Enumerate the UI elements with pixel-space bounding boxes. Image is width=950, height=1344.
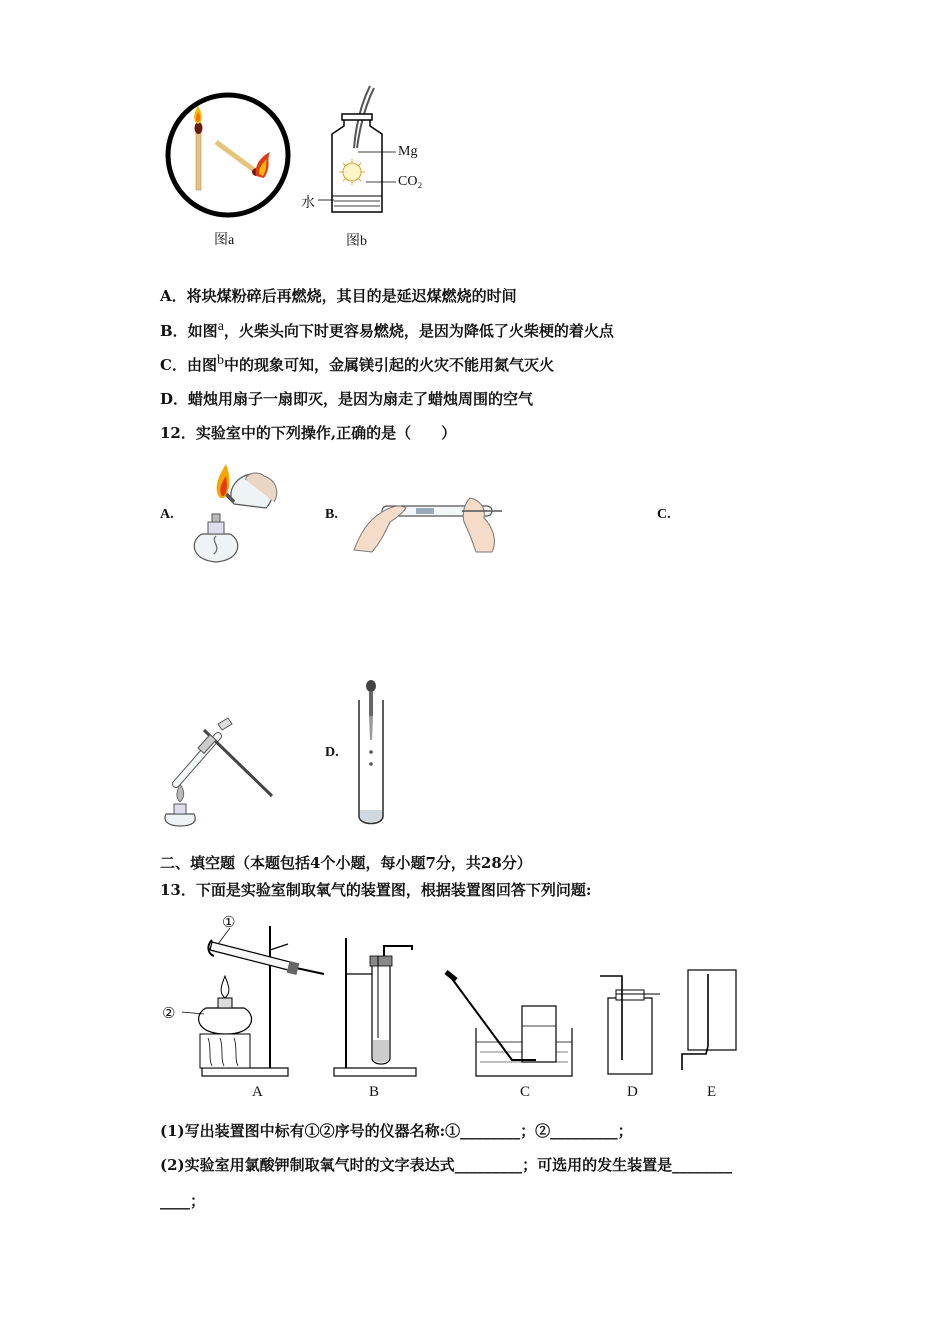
q12-stem: 12．实验室中的下列操作,正确的是（ ） (160, 424, 457, 442)
q13-part2: (2)实验室用氯酸钾制取氧气时的文字表达式_________；可选用的发生装置是________ (160, 1156, 733, 1174)
figure-b-caption: 图b (346, 234, 367, 249)
q11-option-b-post: ，火柴头向下时更容易燃烧，是因为降低了火柴梗的着火点 (223, 322, 614, 340)
apparatus-d (600, 976, 660, 1074)
q13-marker-1: ① (222, 915, 236, 931)
apparatus-a (182, 926, 324, 1076)
section2-heading: 二、填空题（本题包括4个小题，每小题7分，共28分） (160, 854, 532, 872)
q12-d-dropper-test-tube-image (355, 680, 389, 826)
q11-option-b (160, 319, 614, 341)
apparatus-label-e: E (707, 1084, 717, 1100)
q11-option-c-ref: b (216, 353, 224, 368)
q11-option-b-ref: a (217, 319, 224, 334)
q12-c-heating-test-tube-image (158, 718, 278, 828)
q11-option-d: D．蜡烛用扇子一扇即灭，是因为扇走了蜡烛周围的空气 (160, 390, 534, 408)
mg-flame-icon (339, 159, 365, 185)
apparatus-label-b: B (369, 1084, 380, 1100)
q12-label-a: A. (160, 507, 174, 522)
q12-label-d: D. (325, 745, 339, 760)
apparatus-label-d: D (627, 1084, 638, 1100)
apparatus-e (682, 970, 736, 1070)
apparatus-c (446, 972, 572, 1076)
q13-part2-cont: ____； (160, 1192, 206, 1210)
q12-label-b: B. (325, 507, 338, 522)
figure-b-label-water: 水 (301, 196, 315, 211)
apparatus-b (334, 938, 416, 1076)
q12-label-c: C. (657, 507, 671, 522)
q11-option-a: A．将块煤粉碎后再燃烧，其目的是延迟煤燃烧的时间 (160, 287, 517, 305)
q13-marker-2: ② (162, 1006, 176, 1022)
q13-oxygen-apparatus-diagram (160, 910, 750, 1085)
q13-stem: 13．下面是实验室制取氧气的装置图，根据装置图回答下列问题: (160, 881, 592, 899)
figure-b-label-co2: CO₂ (398, 174, 423, 189)
figure-b-mg-in-co2-diagram (330, 84, 390, 216)
q11-option-c-post: 中的现象可知，金属镁引起的火灾不能用氮气灭火 (223, 356, 554, 374)
q13-part1: (1)写出装置图中标有①②序号的仪器名称:①________；②_________； (160, 1122, 633, 1140)
q11-option-c (160, 353, 554, 375)
apparatus-label-a: A (252, 1084, 263, 1100)
figure-a-match-diagram (162, 92, 294, 218)
q12-a-lamp-lighting-lamp-image (186, 462, 286, 566)
figure-a-caption: 图a (214, 233, 235, 248)
apparatus-label-c: C (520, 1084, 531, 1100)
q12-b-test-tube-handling-image (352, 490, 502, 560)
q11-option-b-pre: B．如图 (160, 322, 218, 340)
figure-b-label-mg: Mg (398, 144, 418, 159)
q11-option-c-pre: C．由图 (160, 356, 217, 374)
